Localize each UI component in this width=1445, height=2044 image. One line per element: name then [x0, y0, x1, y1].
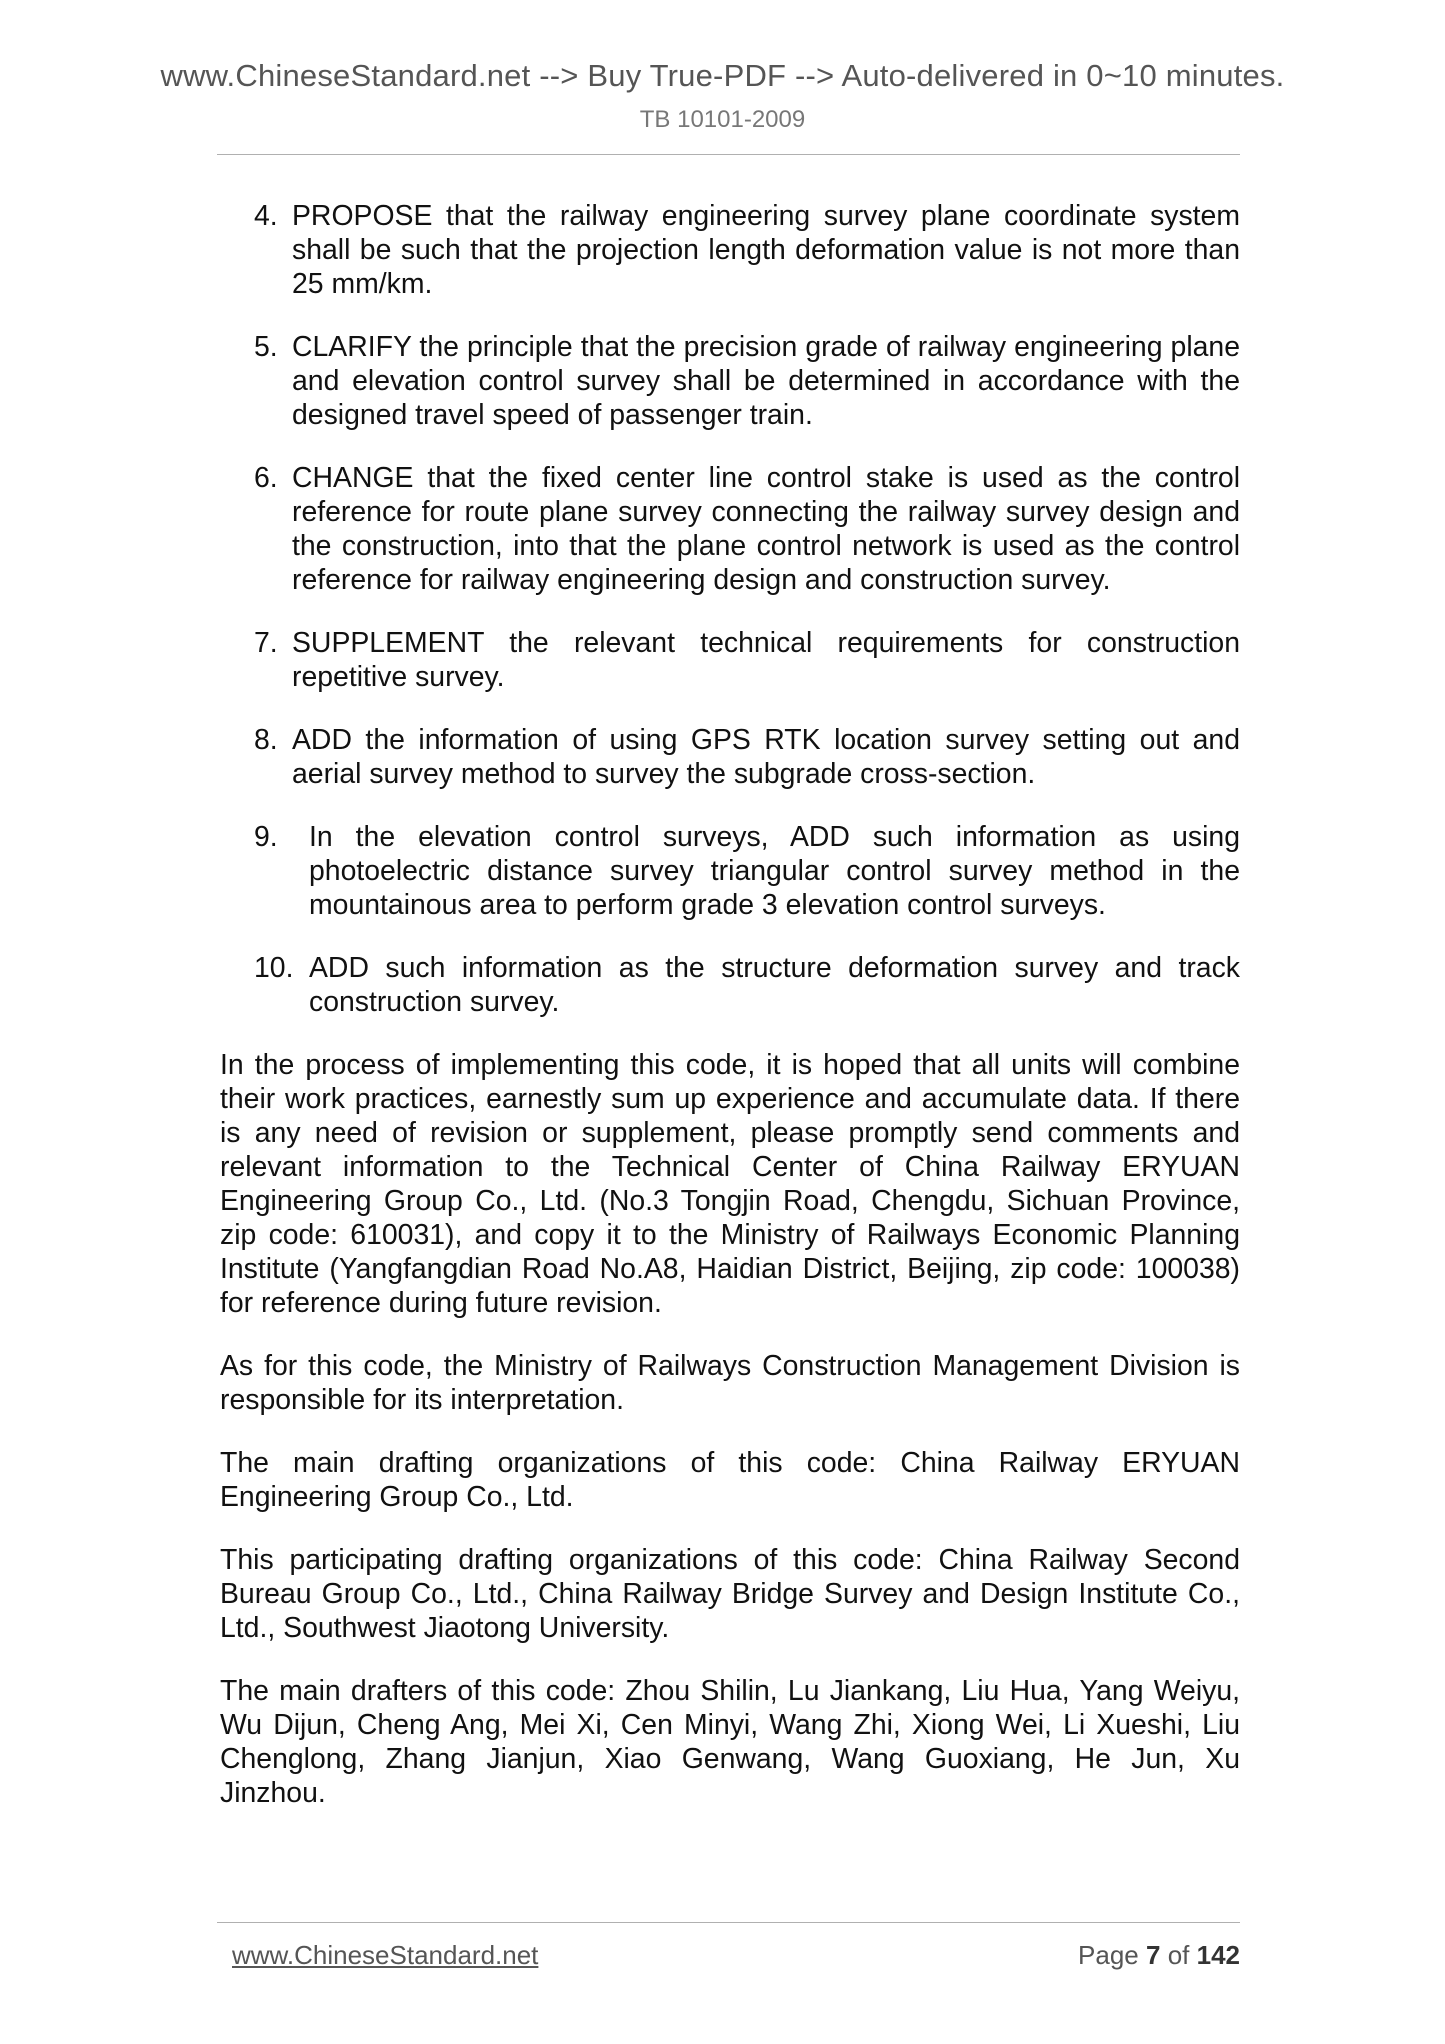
item-number: 10. [254, 952, 294, 984]
participating-drafting-organizations: This participating drafting organizations of this code: China Railway Second Bureau Group Co., Ltd., China Railway Bridge Survey and Design Institute Co., Ltd., Southwest Jiaotong University. [220, 1544, 1240, 1644]
main-drafting-organizations: The main drafting organizations of this code: China Railway ERYUAN Engineering Group Co., Ltd. [220, 1447, 1240, 1513]
list-item-5 [220, 330, 1240, 432]
page-current: 7 [1145, 1940, 1161, 1970]
document-body [220, 199, 1240, 1839]
item-number: 8. [254, 724, 278, 756]
standard-id: TB 10101-2009 [639, 106, 806, 133]
list-item-10 [220, 951, 1240, 1019]
item-text: ADD the information of using GPS RTK location survey setting out and aerial survey method to survey the subgrade cross-section. [292, 724, 1240, 790]
item-text: ADD such information as the structure deformation survey and track construction survey. [309, 952, 1240, 1018]
footer-site-link[interactable]: www.ChineseStandard.net [232, 1940, 539, 1970]
item-number: 5. [254, 331, 278, 363]
item-number: 4. [254, 200, 278, 232]
footer-divider [217, 1922, 1240, 1923]
list-item-8 [220, 723, 1240, 791]
page-word: Page [1078, 1940, 1139, 1970]
item-number: 9. [254, 821, 278, 853]
item-text: PROPOSE that the railway engineering survey plane coordinate system shall be such that the projection length deformation value is not more than 25 mm/km. [292, 200, 1240, 300]
page-total: 142 [1196, 1940, 1240, 1970]
item-text: SUPPLEMENT the relevant technical requirements for construction repetitive survey. [292, 627, 1240, 693]
implementation-paragraph: In the process of implementing this code, it is hoped that all units will combine their work practices, earnestly sum up experience and accumulate data. If there is any need of revision or supplement, please promptly send comments and relevant information to the Technical Center of China Railway ERYUAN Engineering Group Co., Ltd. (No.3 Tongjin Road, Chengdu, Sichuan Province, zip code: 610031), and copy it to the Ministry of Railways Economic Planning Institute (Yangfangdian Road No.A8, Haidian District, Beijing, zip code: 100038) for reference during future revision. [220, 1049, 1240, 1319]
item-number: 7. [254, 627, 278, 659]
main-drafters: The main drafters of this code: Zhou Shilin, Lu Jiankang, Liu Hua, Yang Weiyu, Wu Dijun, Cheng Ang, Mei Xi, Cen Minyi, Wang Zhi, Xiong Wei, Li Xueshi, Liu Chenglong, Zhang Jianjun, Xiao Genwang, Wang Guoxiang, He Jun, Xu Jinzhou. [220, 1675, 1240, 1809]
interpretation-paragraph: As for this code, the Ministry of Railways Construction Management Division is responsible for its interpretation. [220, 1350, 1240, 1416]
item-text: CHANGE that the fixed center line control stake is used as the control reference for route plane survey connecting the railway survey design and the construction, into that the plane control network is used as the control reference for railway engineering design and construction survey. [292, 462, 1240, 596]
page-of: of [1167, 1940, 1190, 1970]
list-item-7 [220, 626, 1240, 694]
item-text: CLARIFY the principle that the precision grade of railway engineering plane and elevation control survey shall be determined in accordance with the designed travel speed of passenger train. [292, 331, 1240, 431]
item-text: In the elevation control surveys, ADD such information as using photoelectric distance survey triangular control survey method in the mountainous area to perform grade 3 elevation control surveys. [309, 821, 1240, 921]
list-item-4 [220, 199, 1240, 301]
page-indicator [1078, 1940, 1240, 1971]
list-item-9 [220, 820, 1240, 922]
list-item-6 [220, 461, 1240, 597]
header-banner[interactable]: www.ChineseStandard.net --> Buy True-PDF --> Auto-delivered in 0~10 minutes. [160, 58, 1285, 93]
header-divider [217, 154, 1240, 155]
item-number: 6. [254, 462, 278, 494]
